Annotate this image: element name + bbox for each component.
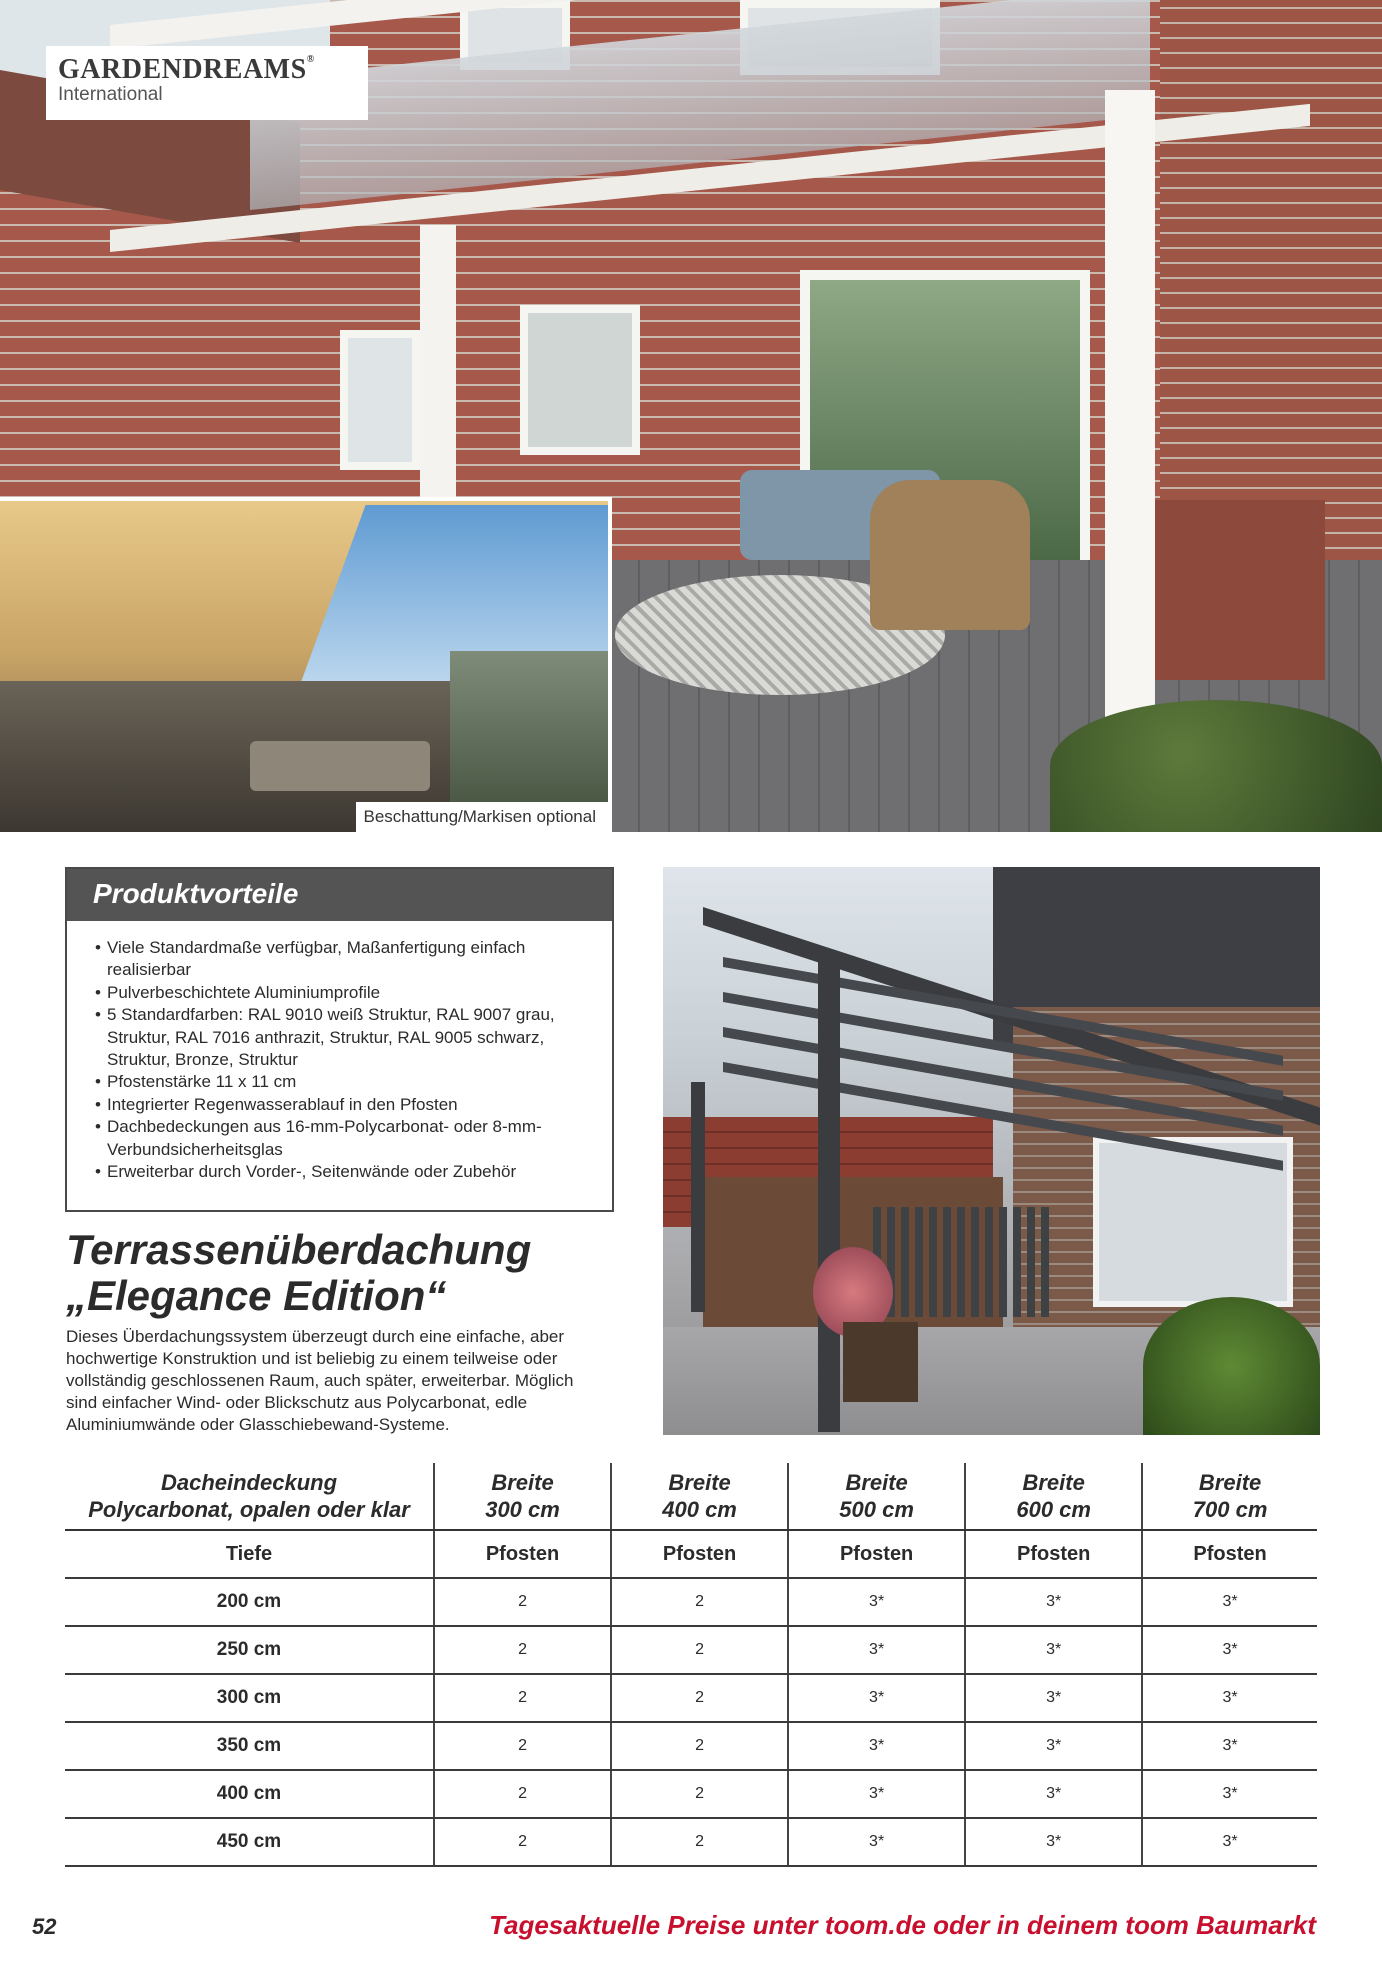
posts-cell: 2 xyxy=(611,1626,788,1674)
width-label: Breite xyxy=(845,1470,908,1495)
product-description: Dieses Überdachungssystem überzeugt durch eine einfache, aber hochwertige Konstruktion und ist beliebig zu einem teilweise oder vollständig geschlossenen Raum, auch später, erweiterbar. Möglich sind einfacher Wind- oder Blickschutz aus Polycarbonat, edle Aluminiumwände oder Glasschiebewand-Systeme. xyxy=(66,1327,574,1434)
table-row xyxy=(65,1770,1317,1818)
posts-cell: 3* xyxy=(1142,1626,1317,1674)
depth-cell: 250 cm xyxy=(65,1626,434,1674)
subheader-posts: Pfosten xyxy=(965,1530,1142,1578)
width-value: 700 cm xyxy=(1192,1497,1268,1522)
product-title-line1: Terrassenüberdachung xyxy=(66,1226,532,1273)
logo-registered-mark: ® xyxy=(306,54,315,65)
product-advantages-box xyxy=(65,867,614,1212)
width-value: 300 cm xyxy=(485,1497,560,1522)
posts-cell: 2 xyxy=(434,1674,611,1722)
logo-subtitle: International xyxy=(58,84,163,105)
product-advantages-list xyxy=(67,921,612,1183)
table-header-width xyxy=(434,1463,611,1530)
depth-cell: 400 cm xyxy=(65,1770,434,1818)
table-header-row xyxy=(65,1463,1317,1530)
subheader-posts: Pfosten xyxy=(788,1530,965,1578)
product-advantages-heading: Produktvorteile xyxy=(67,869,612,921)
table-row xyxy=(65,1626,1317,1674)
posts-cell: 2 xyxy=(611,1578,788,1626)
posts-cell: 3* xyxy=(788,1770,965,1818)
advantage-item: • Dachbedeckungen aus 16-mm-Polycarbonat- oder 8-mm-Verbundsicherheitsglas xyxy=(95,1116,590,1161)
table-header-roofing-line1: Dacheindeckung xyxy=(160,1470,338,1495)
depth-cell: 350 cm xyxy=(65,1722,434,1770)
posts-cell: 2 xyxy=(611,1818,788,1866)
depth-cell: 300 cm xyxy=(65,1674,434,1722)
width-value: 600 cm xyxy=(1016,1497,1091,1522)
advantage-item: • Erweiterbar durch Vorder-, Seitenwände oder Zubehör xyxy=(95,1161,590,1183)
posts-cell: 3* xyxy=(1142,1818,1317,1866)
advantage-item: • 5 Standardfarben: RAL 9010 weiß Struktur, RAL 9007 grau, Struktur, RAL 7016 anthrazit, Struktur, RAL 9005 schwarz, Struktur, Bronze, Struktur xyxy=(95,1004,590,1071)
advantage-item: • Pulverbeschichtete Aluminiumprofile xyxy=(95,982,590,1004)
subheader-posts: Pfosten xyxy=(611,1530,788,1578)
posts-cell: 3* xyxy=(965,1770,1142,1818)
posts-cell: 3* xyxy=(1142,1578,1317,1626)
product-title-line2: „Elegance Edition“ xyxy=(66,1272,447,1319)
subheader-posts: Pfosten xyxy=(1142,1530,1317,1578)
posts-cell: 2 xyxy=(611,1674,788,1722)
width-label: Breite xyxy=(1198,1470,1262,1495)
table-header-width xyxy=(611,1463,788,1530)
posts-cell: 2 xyxy=(611,1722,788,1770)
advantage-item: • Integrierter Regenwasserablauf in den Pfosten xyxy=(95,1094,590,1116)
posts-cell: 3* xyxy=(965,1722,1142,1770)
inset-photo-shading xyxy=(0,497,612,832)
table-row xyxy=(65,1674,1317,1722)
table-subheader-row xyxy=(65,1530,1317,1578)
width-value: 400 cm xyxy=(662,1497,737,1522)
posts-cell: 2 xyxy=(611,1770,788,1818)
posts-cell: 3* xyxy=(788,1578,965,1626)
posts-cell: 3* xyxy=(788,1674,965,1722)
width-value: 500 cm xyxy=(839,1497,914,1522)
posts-cell: 3* xyxy=(788,1722,965,1770)
posts-cell: 2 xyxy=(434,1770,611,1818)
posts-cell: 3* xyxy=(965,1818,1142,1866)
posts-cell: 3* xyxy=(1142,1722,1317,1770)
footer-price-note: Tagesaktuelle Preise unter toom.de oder in deinem toom Baumarkt xyxy=(489,1910,1316,1940)
table-row xyxy=(65,1818,1317,1866)
advantage-item: • Pfostenstärke 11 x 11 cm xyxy=(95,1071,590,1093)
page-number: 52 xyxy=(32,1914,57,1939)
posts-cell: 2 xyxy=(434,1578,611,1626)
posts-cell: 2 xyxy=(434,1818,611,1866)
posts-cell: 2 xyxy=(434,1722,611,1770)
table-header-roofing xyxy=(65,1463,434,1530)
table-row xyxy=(65,1578,1317,1626)
table-header-width xyxy=(965,1463,1142,1530)
posts-cell: 3* xyxy=(1142,1674,1317,1722)
gardendreams-logo xyxy=(46,46,368,120)
posts-cell: 3* xyxy=(788,1626,965,1674)
subheader-depth: Tiefe xyxy=(65,1530,434,1578)
posts-cell: 3* xyxy=(965,1578,1142,1626)
product-title xyxy=(66,1227,626,1319)
subheader-posts: Pfosten xyxy=(434,1530,611,1578)
width-label: Breite xyxy=(491,1470,554,1495)
table-header-width xyxy=(788,1463,965,1530)
posts-cell: 3* xyxy=(1142,1770,1317,1818)
posts-cell: 2 xyxy=(434,1626,611,1674)
depth-cell: 450 cm xyxy=(65,1818,434,1866)
logo-brand: GARDENDREAMS xyxy=(58,54,307,85)
inset-caption: Beschattung/Markisen optional xyxy=(356,802,608,832)
table-header-roofing-line2: Polycarbonat, opalen oder klar xyxy=(88,1497,410,1522)
advantage-item: • Viele Standardmaße verfügbar, Maßanfertigung einfach realisierbar xyxy=(95,937,590,982)
posts-cell: 3* xyxy=(965,1626,1142,1674)
product-photo-anthracite xyxy=(663,867,1320,1435)
depth-cell: 200 cm xyxy=(65,1578,434,1626)
width-label: Breite xyxy=(1022,1470,1085,1495)
table-row xyxy=(65,1722,1317,1770)
table-header-width xyxy=(1142,1463,1317,1530)
posts-cell: 3* xyxy=(965,1674,1142,1722)
posts-cell: 3* xyxy=(788,1818,965,1866)
dimensions-table xyxy=(65,1463,1317,1867)
width-label: Breite xyxy=(668,1470,731,1495)
